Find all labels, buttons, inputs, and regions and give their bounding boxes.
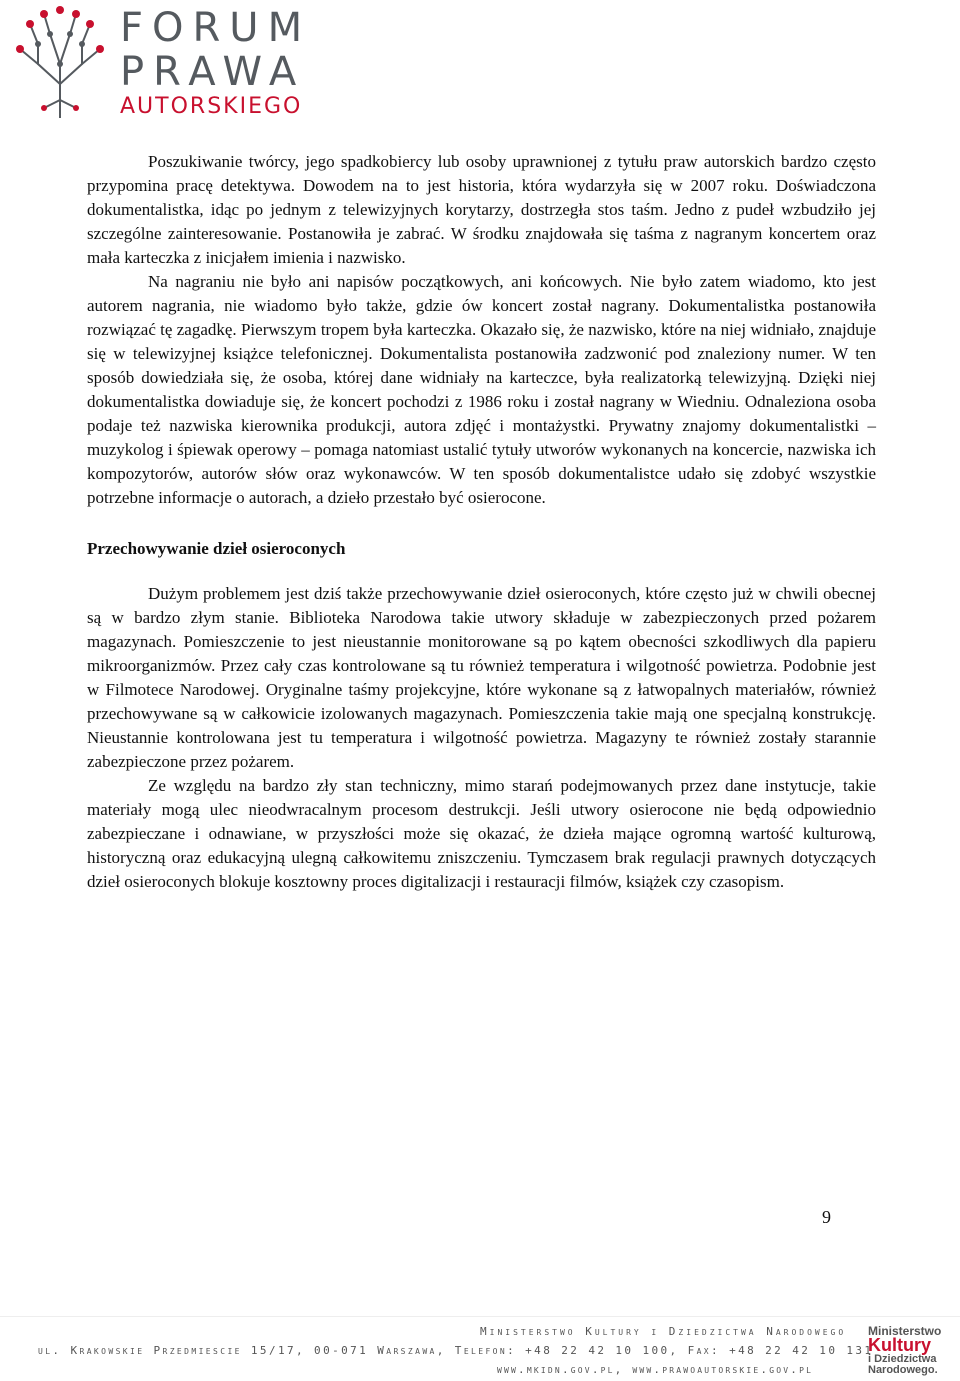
ministry-logo-line2: Kultury bbox=[868, 1335, 931, 1355]
section-heading: Przechowywanie dzieł osieroconych bbox=[87, 539, 346, 558]
logo-word-forum: FORUM bbox=[120, 5, 312, 51]
paragraph-4: Ze względu na bardzo zły stan techniczny, mimo starań podejmowanych przez dane instytucje, takie materiały mogą ulec nieodwracalnym procesom destrukcji. Jeśli utwory osierocone nie będą odpowiednio zabezpieczane i odnawiane, w przyszłości może się okazać, że dzieła mające ogromną wartość kulturową, historyczną oraz edukacyjną ulegną całkowitemu zniszczeniu. Tymczasem brak regulacji prawnych dotyczących dzieł osieroconych blokuje kosztowny proces digitalizacji i restauracji filmów, książek czy czasopism. bbox=[87, 776, 876, 891]
circuit-tree-icon bbox=[8, 4, 113, 120]
ministry-logo-line1: Ministerstwo bbox=[868, 1324, 942, 1338]
paragraph-3: Dużym problemem jest dziś także przechowywanie dzieł osieroconych, które często już w chwili obecnej są w bardzo złym stanie. Biblioteka Narodowa takie utwory składuje w zabezpieczonych przed pożarem magazynach. Pomieszczenie to jest nieustannie monitorowane są po kątem obecności szkodliwych dla papieru mikroorganizmów. Przez cały czas kontrolowane są tu również temperatura i wilgotność powietrza. Podobnie jest w Filmotece Narodowej. Oryginalne taśmy projekcyjne, które wykonane są z łatwopalnych materiałów, również przechowywane są w całkowicie izolowanych magazynach. Pomieszczenia takie mają one specjalną konstrukcję. Nieustannie kontrolowana jest tu temperatura i wilgotność powietrza. Magazyny te również zostały starannie zabezpieczone przez pożarem. bbox=[87, 584, 876, 771]
document-body bbox=[87, 150, 876, 894]
footer-divider bbox=[0, 1316, 960, 1317]
footer-websites: www.mkidn.gov.pl, www.prawoautorskie.gov.pl bbox=[497, 1363, 814, 1376]
ministry-logo-line3: i Dziedzictwa bbox=[868, 1353, 937, 1365]
page-number: 9 bbox=[822, 1207, 831, 1227]
paragraph-1: Poszukiwanie twórcy, jego spadkobiercy lub osoby uprawnionej z tytułu praw autorskich bardzo często przypomina pracę detektywa. Dowodem na to jest historia, która wydarzyła się w 2007 roku. Doświadczona dokumentalistka, idąc po jednym z telewizyjnych korytarzy, dostrzegła stos taśm. Jedno z pudeł wzbudziło jej szczególne zainteresowanie. Postanowiła je zabrać. W środku znajdowała się taśma z nagranym koncertem oraz mała karteczka z inicjałem imienia i nazwisko. bbox=[87, 152, 876, 267]
footer-ministry-name: Ministerstwo Kultury i Dziedzictwa Narodowego bbox=[480, 1325, 847, 1338]
ministry-logo bbox=[868, 1325, 958, 1377]
ministry-logo-line4: Narodowego. bbox=[868, 1364, 938, 1376]
logo-word-autorskiego: AUTORSKIEGO bbox=[120, 94, 303, 119]
logo-word-prawa: PRAWA bbox=[120, 49, 306, 95]
paragraph-2: Na nagraniu nie było ani napisów początkowych, ani końcowych. Nie było zatem wiadomo, kto jest autorem nagrania, nie wiadomo było także, gdzie ów koncert został nagrany. Dokumentalistka postanowiła rozwiązać tę zagadkę. Pierwszym tropem była karteczka. Okazało się, że nazwisko, które na niej widniało, znajduje się w telewizyjnej książce telefonicznej. Dokumentalista postanowiła zadzwonić pod znaleziony numer. W ten sposób dowiedziała się, że osoba, której dane widniały na karteczce, była realizatorką telewizyjną. Dzięki niej dokumentalistka dowiaduje się, że koncert pochodzi z 1986 roku i został nagrany w Wiedniu. Odnaleziona osoba podaje też nazwiska kierownika produkcji, autora zdjęć i montażystki. Prywatny znajomy dokumentalistki –muzykolog i śpiewak operowy – pomaga natomiast ustalić tytuły utworów wykonanych na koncercie, nazwiska ich kompozytorów, autorów słów oraz wykonawców. W ten sposób dokumentalistce udało się zdobyć wszystkie potrzebne informacje o autorach, a dzieło przestało być osierocone. bbox=[87, 272, 876, 507]
forum-prawa-autorskiego-logo bbox=[8, 4, 312, 120]
footer-address: ul. Krakowskie Przedmiescie 15/17, 00-071 Warszawa, Telefon: +48 22 42 10 100, Fax: +48 22 42 10 131 bbox=[38, 1344, 874, 1357]
